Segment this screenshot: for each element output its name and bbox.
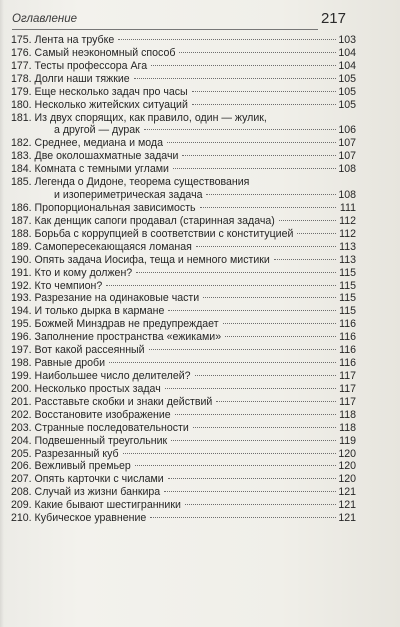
dot-leader	[109, 362, 336, 363]
dot-leader	[106, 285, 336, 286]
toc-page-number: 118	[339, 421, 356, 434]
toc-entry	[11, 357, 356, 370]
table-of-contents	[11, 34, 356, 614]
toc-entry	[11, 267, 356, 280]
toc-entry	[11, 202, 356, 215]
toc-page-number: 116	[339, 318, 356, 331]
toc-entry	[11, 112, 356, 138]
toc-entry-line	[11, 163, 356, 176]
toc-entry-line	[11, 396, 356, 409]
toc-page-number: 115	[339, 292, 356, 305]
dot-leader	[192, 104, 336, 105]
toc-page-number: 120	[338, 473, 356, 486]
toc-entry-line	[11, 137, 356, 150]
toc-entry-title: и изопериметрическая задача	[54, 189, 203, 202]
toc-entry-title: а другой — дурак	[54, 124, 140, 137]
toc-entry	[11, 448, 356, 461]
toc-entry-title: 195. Божмей Минздрав не предупреждает	[11, 318, 219, 331]
toc-page-number: 108	[338, 163, 356, 176]
toc-entry	[11, 292, 356, 305]
dot-leader	[274, 259, 336, 260]
toc-page-number: 118	[339, 408, 356, 421]
toc-entry	[11, 370, 356, 383]
toc-entry-title: 202. Восстановите изображение	[11, 408, 171, 421]
toc-entry-title: 197. Вот какой рассеянный	[11, 344, 145, 357]
toc-entry-title: 193. Разрезание на одинаковые части	[11, 292, 200, 305]
toc-entry-title: 198. Равные дроби	[11, 357, 106, 370]
dot-leader	[182, 155, 336, 156]
toc-entry-line	[11, 448, 356, 461]
dot-leader	[168, 478, 336, 479]
running-header	[12, 10, 346, 29]
toc-entry	[11, 34, 356, 47]
toc-entry	[11, 305, 356, 318]
dot-leader	[164, 491, 336, 492]
dot-leader	[118, 39, 336, 40]
toc-page-number: 105	[338, 72, 356, 85]
toc-entry-line	[11, 422, 356, 435]
toc-page-number: 117	[339, 369, 356, 382]
toc-entry	[11, 254, 356, 267]
toc-page-number: 115	[339, 266, 356, 279]
toc-entry-line	[11, 60, 356, 73]
toc-entry	[11, 409, 356, 422]
dot-leader	[168, 310, 336, 311]
toc-entry-line	[11, 34, 356, 47]
toc-entry-line	[11, 512, 356, 525]
dot-leader	[193, 427, 336, 428]
toc-page-number: 116	[339, 331, 356, 344]
toc-entry-line	[11, 86, 356, 99]
toc-entry-line	[11, 215, 356, 228]
dot-leader	[179, 52, 336, 53]
toc-entry	[11, 331, 356, 344]
toc-entry	[11, 512, 356, 525]
dot-leader	[297, 233, 336, 234]
toc-entry	[11, 396, 356, 409]
toc-page-number: 112	[339, 214, 356, 227]
toc-entry	[11, 163, 356, 176]
toc-entry-title: 187. Как денщик сапоги продавал (старинная задача)	[11, 214, 275, 227]
toc-entry-line	[11, 150, 356, 163]
toc-entry-line	[11, 124, 356, 137]
toc-entry-line	[11, 409, 356, 422]
toc-entry-title: 201. Расставьте скобки и знаки действий	[11, 395, 213, 408]
dot-leader	[279, 220, 336, 221]
toc-page-number: 115	[339, 305, 356, 318]
toc-entry-title: 178. Долги наши тяжкие	[11, 72, 130, 85]
toc-entry-title: 191. Кто и кому должен?	[11, 266, 133, 279]
dot-leader	[167, 142, 336, 143]
toc-entry	[11, 215, 356, 228]
dot-leader	[196, 246, 336, 247]
toc-entry	[11, 435, 356, 448]
toc-entry-title: 205. Разрезанный куб	[11, 447, 119, 460]
toc-entry-title: 180. Несколько житейских ситуаций	[11, 98, 188, 111]
toc-page-number: 105	[338, 98, 356, 111]
toc-entry-line	[11, 112, 356, 125]
toc-page-number: 121	[338, 512, 356, 525]
toc-page-number: 112	[339, 227, 356, 240]
toc-entry-line	[11, 47, 356, 60]
toc-entry-line	[11, 267, 356, 280]
dot-leader	[134, 78, 336, 79]
dot-leader	[165, 388, 336, 389]
toc-page-number: 113	[339, 240, 356, 253]
toc-entry-title: 203. Странные последовательности	[11, 421, 189, 434]
toc-entry-line	[11, 292, 356, 305]
toc-page-number: 117	[339, 382, 356, 395]
toc-entry	[11, 499, 356, 512]
dot-leader	[136, 272, 336, 273]
dot-leader	[192, 91, 336, 92]
dot-leader	[216, 401, 336, 402]
dot-leader	[185, 504, 336, 505]
dot-leader	[151, 65, 336, 66]
toc-entry-line	[11, 499, 356, 512]
dot-leader	[195, 375, 336, 376]
toc-entry-title: 188. Борьба с коррупцией в соответствии с конституцией	[11, 227, 294, 240]
toc-entry-title: 185. Легенда о Дидоне, теорема существования	[11, 176, 250, 189]
toc-entry	[11, 422, 356, 435]
toc-entry-line	[11, 460, 356, 473]
toc-page-number: 107	[338, 150, 356, 163]
toc-entry-line	[11, 73, 356, 86]
toc-entry-line	[11, 176, 356, 189]
dot-leader	[150, 517, 336, 518]
toc-page-number: 121	[338, 499, 356, 512]
dot-leader	[123, 453, 336, 454]
toc-entry	[11, 473, 356, 486]
dot-leader	[203, 297, 336, 298]
toc-page-number: 106	[338, 124, 356, 137]
toc-entry-title: 194. И только дырка в кармане	[11, 305, 165, 318]
toc-entry-line	[11, 228, 356, 241]
page-number: 217	[320, 10, 346, 27]
toc-entry-title: 207. Опять карточки с числами	[11, 473, 164, 486]
header-rule	[12, 29, 318, 30]
toc-entry-line	[11, 383, 356, 396]
toc-entry-title: 177. Тесты профессора Ага	[11, 59, 148, 72]
toc-entry-line	[11, 189, 356, 202]
toc-entry	[11, 460, 356, 473]
toc-entry-line	[11, 473, 356, 486]
toc-entry-title: 190. Опять задача Иосифа, теща и немного мистики	[11, 253, 270, 266]
toc-entry-line	[11, 241, 356, 254]
toc-entry-line	[11, 99, 356, 112]
toc-entry-title: 182. Среднее, медиана и мода	[11, 137, 163, 150]
toc-entry-title: 208. Случай из жизни банкира	[11, 486, 161, 499]
dot-leader	[173, 168, 336, 169]
toc-entry	[11, 73, 356, 86]
toc-page-number: 104	[338, 46, 356, 59]
toc-entry-title: 184. Комната с темными углами	[11, 163, 169, 176]
toc-page-number: 117	[339, 395, 356, 408]
dot-leader	[225, 336, 336, 337]
dot-leader	[175, 414, 336, 415]
toc-entry-title: 199. Наибольшее число делителей?	[11, 369, 191, 382]
toc-entry-line	[11, 435, 356, 448]
toc-entry	[11, 228, 356, 241]
dot-leader	[149, 349, 336, 350]
dot-leader	[144, 129, 336, 130]
toc-entry-title: 183. Две околошахматные задачи	[11, 150, 179, 163]
toc-entry	[11, 241, 356, 254]
toc-entry-title: 192. Кто чемпион?	[11, 279, 103, 292]
toc-entry	[11, 344, 356, 357]
toc-entry-line	[11, 254, 356, 267]
toc-page-number: 116	[339, 344, 356, 357]
toc-page-number: 115	[339, 279, 356, 292]
toc-page-number: 113	[339, 253, 356, 266]
toc-entry	[11, 486, 356, 499]
toc-page-number: 119	[339, 434, 356, 447]
toc-entry-title: 209. Какие бывают шестигранники	[11, 499, 181, 512]
toc-entry	[11, 280, 356, 293]
toc-entry-title: 176. Самый неэкономный способ	[11, 46, 176, 59]
toc-entry-line	[11, 357, 356, 370]
toc-entry-title: 196. Заполнение пространства «ежиками»	[11, 331, 222, 344]
toc-entry-title: 186. Пропорциональная зависимость	[11, 201, 196, 214]
toc-entry-title: 175. Лента на трубке	[11, 34, 115, 46]
toc-entry-line	[11, 344, 356, 357]
toc-page-number: 107	[338, 137, 356, 150]
toc-entry-line	[11, 305, 356, 318]
toc-entry-line	[11, 318, 356, 331]
toc-page-number: 108	[338, 189, 356, 202]
section-title: Оглавление	[12, 13, 77, 25]
toc-page-number: 116	[339, 357, 356, 370]
toc-entry-title: 200. Несколько простых задач	[11, 382, 161, 395]
toc-entry-title: 206. Вежливый премьер	[11, 460, 131, 473]
toc-entry	[11, 47, 356, 60]
toc-entry	[11, 176, 356, 202]
dot-leader	[223, 323, 336, 324]
toc-page-number: 104	[338, 59, 356, 72]
page-shadow	[0, 0, 4, 627]
toc-page-number: 111	[339, 201, 356, 214]
toc-page-number: 103	[338, 34, 356, 46]
dot-leader	[200, 207, 336, 208]
toc-entry-line	[11, 202, 356, 215]
toc-entry	[11, 86, 356, 99]
toc-entry-title: 181. Из двух спорящих, как правило, один — жулик,	[11, 111, 267, 124]
toc-page-number: 120	[338, 460, 356, 473]
dot-leader	[171, 440, 336, 441]
toc-entry	[11, 383, 356, 396]
toc-entry-title: 179. Еще несколько задач про часы	[11, 85, 188, 98]
toc-entry-title: 189. Самопересекающаяся ломаная	[11, 240, 192, 253]
toc-entry-line	[11, 370, 356, 383]
toc-page-number: 105	[338, 85, 356, 98]
toc-entry-line	[11, 280, 356, 293]
toc-entry	[11, 137, 356, 150]
dot-leader	[135, 465, 336, 466]
toc-entry-title: 204. Подвешенный треугольник	[11, 434, 168, 447]
dot-leader	[206, 194, 336, 195]
toc-entry-line	[11, 331, 356, 344]
toc-entry	[11, 318, 356, 331]
toc-entry-line	[11, 486, 356, 499]
toc-entry	[11, 99, 356, 112]
toc-page-number: 121	[338, 486, 356, 499]
toc-entry-title: 210. Кубическое уравнение	[11, 512, 147, 525]
toc-entry	[11, 150, 356, 163]
toc-entry	[11, 60, 356, 73]
toc-page-number: 120	[338, 447, 356, 460]
